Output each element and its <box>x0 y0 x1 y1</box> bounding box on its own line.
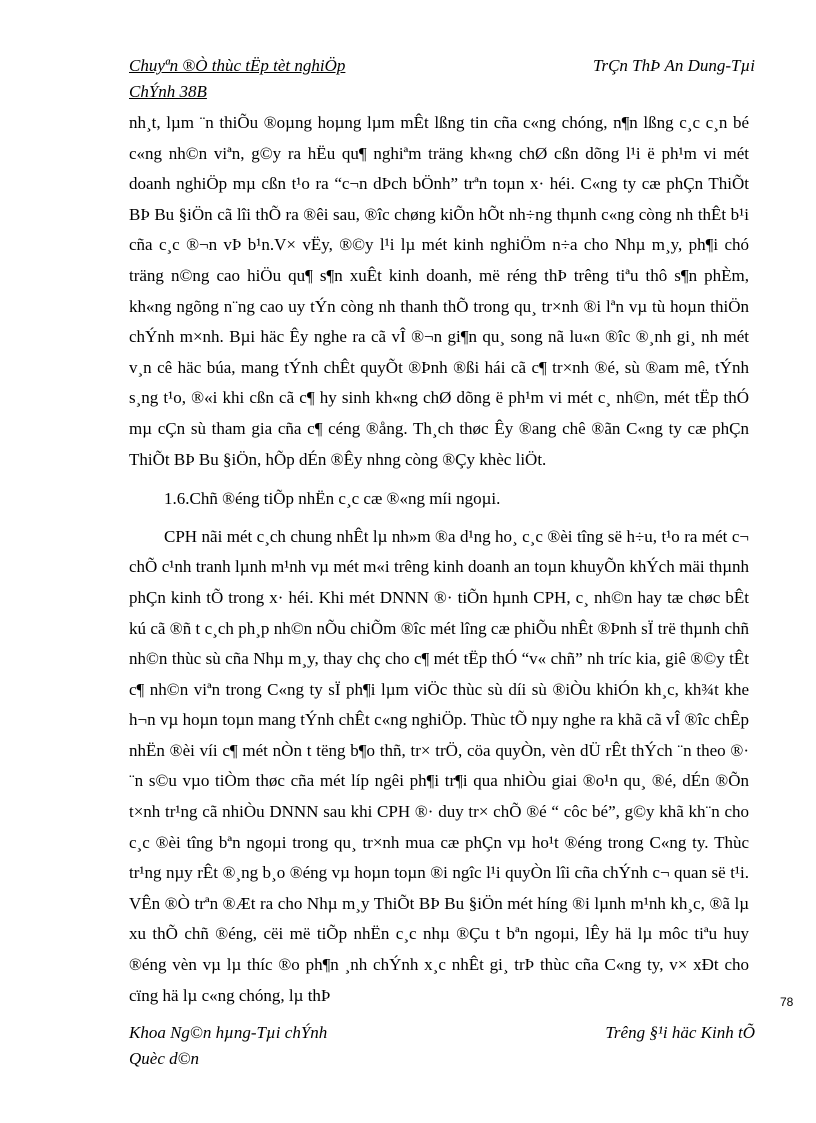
page-header <box>129 53 755 105</box>
page-number: 78 <box>780 995 794 1009</box>
footer-faculty: Khoa Ng©n hµng-Tµi chÝnh <box>129 1023 328 1042</box>
footer-university: Trêng §¹i häc Kinh tÕ <box>605 1023 755 1042</box>
header-author: TrÇn ThÞ An Dung-Tµi <box>592 56 755 75</box>
header-title: Chuyªn ®Ò thùc tËp tèt nghiÖp <box>129 56 346 75</box>
document-body <box>129 108 749 1011</box>
section-heading: 1.6.Chñ ®éng tiÕp nhËn c¸c cæ ®«ng míi ngoµi. <box>164 489 501 509</box>
footer-faculty-continued: Quèc d©n <box>129 1049 200 1068</box>
paragraph-continued: nh¸t, lµm ¨n thiÕu ®oµng hoµng lµm mÊt lßng tin cña c«ng chóng, n¶n lßng c¸c c¸n bé c«ng nh©n viªn, g©y ra hËu qu¶ nghiªm träng kh«ng chØ cßn dõng l¹i ë ph¹m vi mét doanh nghiÖp mµ cßn t¹o ra “c¬n dÞch bÖnh” trªn toµn x· héi. C«ng ty cæ phÇn ThiÕt BÞ Bu §iÖn cã lîi thÕ ra ®êi sau, ®îc chøng kiÕn hÕt nh÷ng thµnh c«ng còng nh thÊt b¹i cña c¸c ®¬n vÞ b¹n.V× vËy, ®©y l¹i lµ mét kinh nghiÖm n÷a cho Nhµ m¸y, ph¶i chó träng n©ng cao hiÖu qu¶ s¶n xuÊt kinh doanh, më réng thÞ trêng tiªu thô s¶n phÈm, kh«ng ngõng n¨ng cao uy tÝn còng nh thanh thÕ trong qu¸ tr×nh ®i lªn vµ tù hoµn thiÖn chÝnh m×nh. Bµi häc Êy nghe ra cã vÎ ®¬n gi¶n qu¸ song nã lu«n ®îc ®¸nh gi¸ nh mét v¸n cê häc búa, mang tÝnh chÊt quyÕt ®Þnh ®ßi hái cã c¶ tr×nh ®é, sù ®am mê, tÝnh s¸ng t¹o, ®«i khi cßn cã c¶ hy sinh kh«ng chØ dõng ë ph¹m vi mét c¸ nh©n, mét tËp thÓ mµ cÇn sù tham gia cña c¶ céng ®ång. Th¸ch thøc Êy ®ang chê ®ãn C«ng ty cæ phÇn ThiÕt BÞ Bu §iÖn, hÕp dÉn ®Êy nhng còng ®Çy khèc liÖt. <box>129 113 749 469</box>
header-author-continued: ChÝnh 38B <box>129 82 207 101</box>
page-footer <box>129 1020 755 1072</box>
paragraph: CPH nãi mét c¸ch chung nhÊt lµ nh»m ®a d¹ng ho¸ c¸c ®èi tîng së h÷u, t¹o ra mét c¬ chÕ c¹nh tranh lµnh m¹nh vµ mét m«i trêng kinh doanh an toµn khuyÕn khÝch mäi thµnh phÇn kinh tÕ trong x· héi. Khi mét DNNN ®· tiÕn hµnh CPH, c¸ nh©n hay tæ chøc bÊt kú cã ®ñ t c¸ch ph¸p nh©n nÕu chiÕm ®îc mét lîng cæ phiÕu nhÊt ®Þnh sÏ trë thµnh chñ nh©n thùc sù cña Nhµ m¸y, thay chç cho c¶ mét tËp thÓ “v« chñ” nh tríc kia, giê ®©y tÊt c¶ nh©n viªn trong C«ng ty sÏ ph¶i lµm viÖc thùc sù díi sù ®iÒu khiÓn kh¸c, kh¾t khe h¬n vµ hoµn toµn mang tÝnh chÊt c«ng nghiÖp. Thùc tÕ nµy nghe ra khã cã vÎ ®îc chÊp nhËn ®èi víi c¶ mét nÒn t tëng b¶o thñ, tr× trÖ, cöa quyÒn, vèn dÜ rÊt thÝch ¨n theo ®· ¨n s©u vµo tiÒm thøc cña mét líp ngêi ph¶i tr¶i qua nhiÒu giai ®o¹n qu¸ ®é, dÉn ®Õn t×nh tr¹ng cã nhiÒu DNNN sau khi CPH ®· duy tr× chÕ ®é “ côc bé”, g©y khã kh¨n cho c¸c ®èi tîng bªn ngoµi trong qu¸ tr×nh mua cæ phÇn vµ ho¹t ®éng trong C«ng ty. Thùc tr¹ng nµy rÊt ®¸ng b¸o ®éng vµ hoµn toµn ®i ngîc l¹i quyÒn lîi cña chÝnh c¬ quan së t¹i. VÊn ®Ò trªn ®Æt ra cho Nhµ m¸y ThiÕt BÞ Bu §iÖn mét híng ®i lµnh m¹nh kh¸c, ®ã lµ xu thÕ chñ ®éng, cëi më tiÕp nhËn c¸c nhµ ®Çu t bªn ngoµi, lÊy hä lµ môc tiªu huy ®éng vèn vµ lµ thíc ®o ph¶n ¸nh chÝnh x¸c nhÊt gi¸ trÞ thùc cña C«ng ty, v× xÐt cho cïng hä lµ c«ng chóng, lµ thÞ <box>129 526 749 1005</box>
